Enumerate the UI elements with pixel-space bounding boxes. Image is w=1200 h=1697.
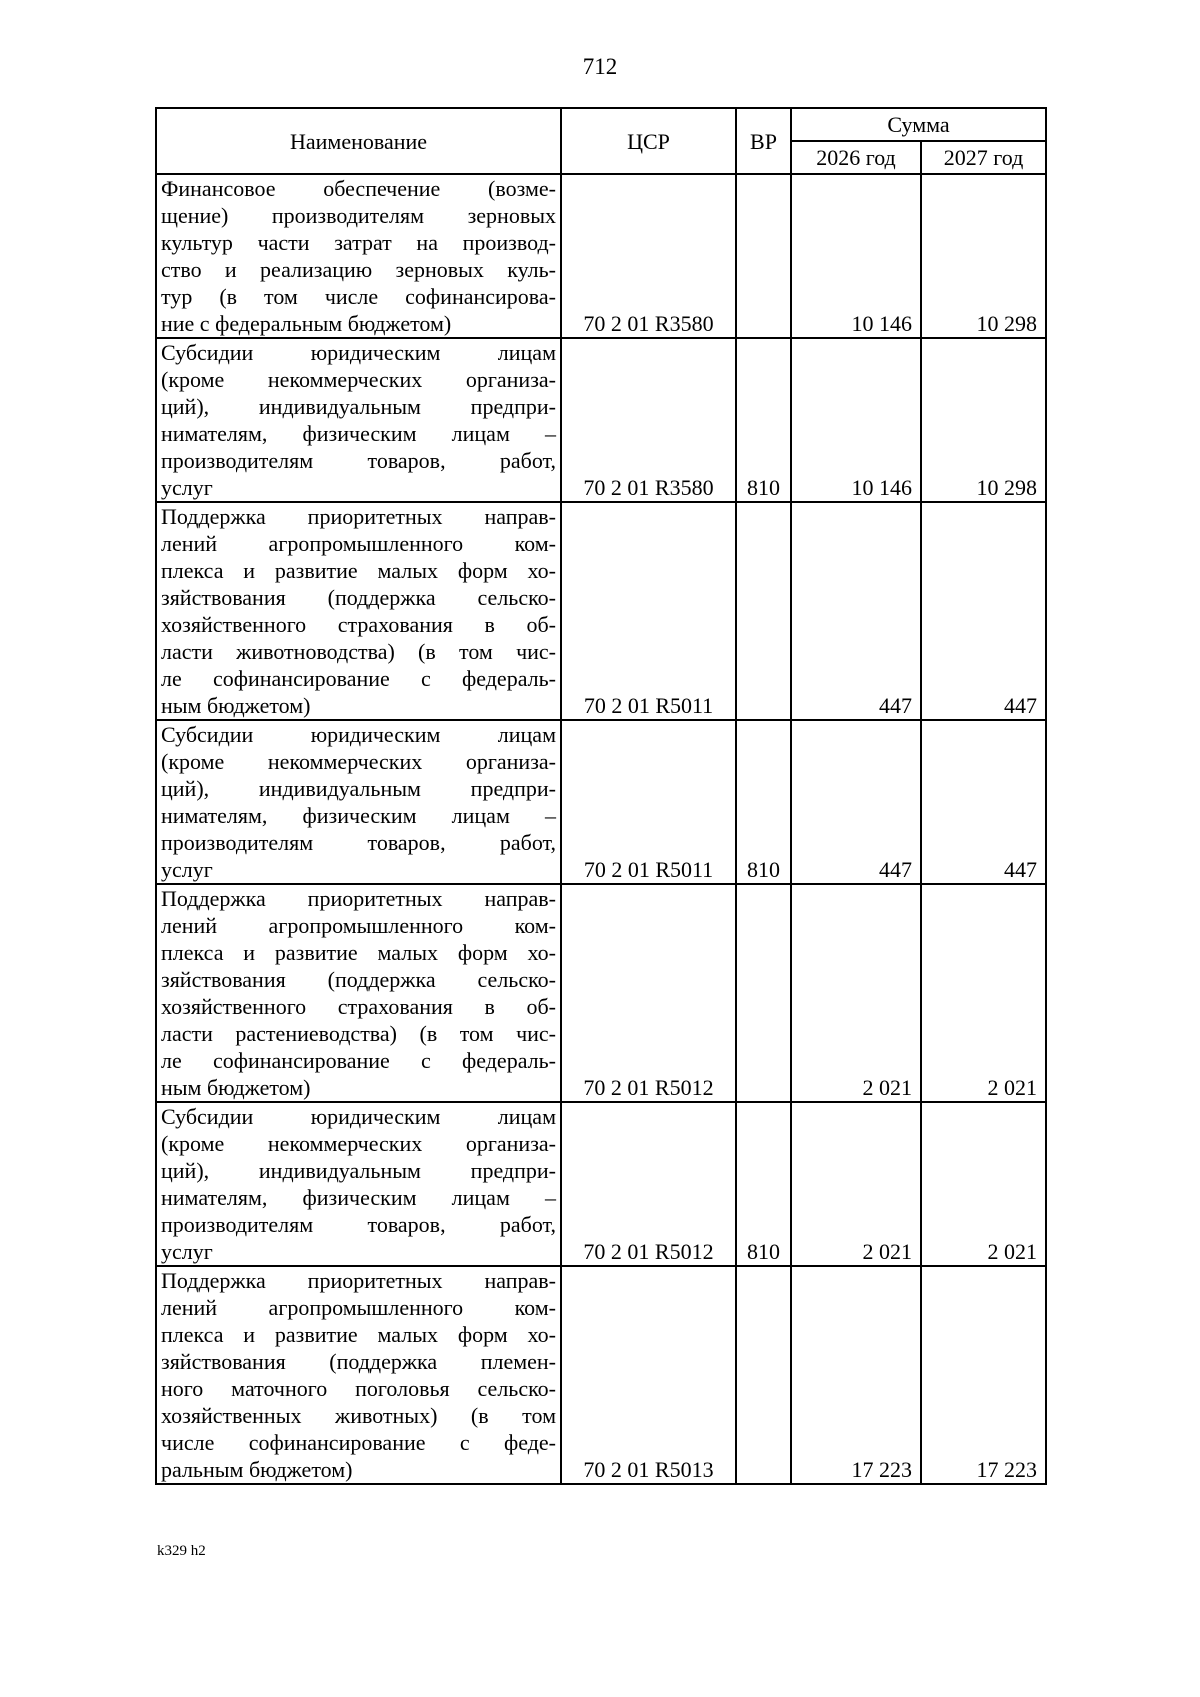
header-name: Наименование	[156, 108, 561, 174]
name-line: ным бюджетом)	[161, 693, 311, 718]
name-line: хозяйственного страхования в об-	[161, 994, 556, 1019]
row-name-cell	[156, 502, 561, 720]
row-name-cell	[156, 174, 561, 338]
name-line: Финансовое обеспечение (возме-	[161, 176, 556, 201]
name-line: (кроме некоммерческих организа-	[161, 367, 556, 392]
name-line: Субсидии юридическим лицам	[161, 722, 556, 747]
name-line: ласти животноводства) (в том чис-	[161, 639, 556, 664]
name-line: производителям товаров, работ,	[161, 830, 556, 855]
row-name-cell	[156, 720, 561, 884]
table-row	[156, 720, 1046, 884]
name-line: лений агропромышленного ком-	[161, 913, 556, 938]
row-2027-cell: 10 298	[921, 338, 1046, 502]
name-line: ций), индивидуальным предпри-	[161, 776, 556, 801]
footer-note: k329 h2	[157, 1543, 206, 1559]
row-2026-cell: 447	[791, 502, 921, 720]
row-name-cell	[156, 1102, 561, 1266]
row-vr-cell	[736, 1266, 791, 1484]
table-row	[156, 1102, 1046, 1266]
row-2027-cell: 447	[921, 720, 1046, 884]
row-vr-cell	[736, 174, 791, 338]
name-line: плекса и развитие малых форм хо-	[161, 940, 556, 965]
name-line: ле софинансирование с федераль-	[161, 1048, 556, 1073]
row-2026-cell: 2 021	[791, 1102, 921, 1266]
name-line: плекса и развитие малых форм хо-	[161, 1322, 556, 1347]
row-csr-cell: 70 2 01 R3580	[561, 174, 736, 338]
row-csr-cell: 70 2 01 R5011	[561, 720, 736, 884]
row-2027-cell: 447	[921, 502, 1046, 720]
row-2027-cell: 10 298	[921, 174, 1046, 338]
table-row	[156, 338, 1046, 502]
name-line: культур части затрат на производ-	[161, 230, 556, 255]
row-csr-cell: 70 2 01 R5012	[561, 884, 736, 1102]
row-name-cell	[156, 884, 561, 1102]
name-line: ле софинансирование с федераль-	[161, 666, 556, 691]
page-number: 712	[582, 54, 618, 79]
name-line: Поддержка приоритетных направ-	[161, 504, 556, 529]
name-line: производителям товаров, работ,	[161, 448, 556, 473]
table-row	[156, 174, 1046, 338]
row-2026-cell: 447	[791, 720, 921, 884]
row-vr-cell	[736, 884, 791, 1102]
name-line: тур (в том числе софинансирова-	[161, 284, 556, 309]
name-line: зяйствования (поддержка сельско-	[161, 967, 556, 992]
row-csr-cell: 70 2 01 R5011	[561, 502, 736, 720]
table-row	[156, 1266, 1046, 1484]
row-2026-cell: 2 021	[791, 884, 921, 1102]
name-line: ние с федеральным бюджетом)	[161, 311, 452, 336]
header-csr: ЦСР	[561, 108, 736, 174]
name-line: нимателям, физическим лицам –	[161, 421, 556, 446]
row-csr-cell: 70 2 01 R5012	[561, 1102, 736, 1266]
name-line: хозяйственного страхования в об-	[161, 612, 556, 637]
row-2027-cell: 17 223	[921, 1266, 1046, 1484]
name-line: (кроме некоммерческих организа-	[161, 1131, 556, 1156]
row-vr-cell: 810	[736, 338, 791, 502]
name-line: Субсидии юридическим лицам	[161, 1104, 556, 1129]
row-vr-cell: 810	[736, 1102, 791, 1266]
name-line: услуг	[161, 857, 213, 882]
name-line: зяйствования (поддержка сельско-	[161, 585, 556, 610]
name-line: Поддержка приоритетных направ-	[161, 886, 556, 911]
header-vr: ВР	[736, 108, 791, 174]
name-line: зяйствования (поддержка племен-	[161, 1349, 556, 1374]
name-line: Субсидии юридическим лицам	[161, 340, 556, 365]
name-line: ций), индивидуальным предпри-	[161, 1158, 556, 1183]
table-body	[156, 174, 1046, 1484]
header-year-2026: 2026 год	[791, 141, 921, 174]
name-line: ций), индивидуальным предпри-	[161, 394, 556, 419]
name-line: нимателям, физическим лицам –	[161, 803, 556, 828]
name-line: числе софинансирование с феде-	[161, 1430, 556, 1455]
table-header	[156, 108, 1046, 174]
name-line: (кроме некоммерческих организа-	[161, 749, 556, 774]
row-2026-cell: 17 223	[791, 1266, 921, 1484]
row-csr-cell: 70 2 01 R5013	[561, 1266, 736, 1484]
name-line: услуг	[161, 475, 213, 500]
name-line: лений агропромышленного ком-	[161, 1295, 556, 1320]
row-vr-cell: 810	[736, 720, 791, 884]
row-2027-cell: 2 021	[921, 1102, 1046, 1266]
name-line: плекса и развитие малых форм хо-	[161, 558, 556, 583]
row-csr-cell: 70 2 01 R3580	[561, 338, 736, 502]
header-year-2027: 2027 год	[921, 141, 1046, 174]
name-line: нимателям, физическим лицам –	[161, 1185, 556, 1210]
name-line: ство и реализацию зерновых куль-	[161, 257, 556, 282]
row-vr-cell	[736, 502, 791, 720]
name-line: лений агропромышленного ком-	[161, 531, 556, 556]
name-line: услуг	[161, 1239, 213, 1264]
name-line: ласти растениеводства) (в том чис-	[161, 1021, 556, 1046]
name-line: производителям товаров, работ,	[161, 1212, 556, 1237]
table-row	[156, 502, 1046, 720]
header-sum: Сумма	[791, 108, 1046, 141]
name-line: Поддержка приоритетных направ-	[161, 1268, 556, 1293]
row-name-cell	[156, 1266, 561, 1484]
budget-table	[155, 107, 1047, 1485]
name-line: ным бюджетом)	[161, 1075, 311, 1100]
row-2026-cell: 10 146	[791, 338, 921, 502]
name-line: ного маточного поголовья сельско-	[161, 1376, 556, 1401]
name-line: ральным бюджетом)	[161, 1457, 353, 1482]
row-2026-cell: 10 146	[791, 174, 921, 338]
row-name-cell	[156, 338, 561, 502]
table-row	[156, 884, 1046, 1102]
name-line: хозяйственных животных) (в том	[161, 1403, 556, 1428]
name-line: щение) производителям зерновых	[161, 203, 556, 228]
row-2027-cell: 2 021	[921, 884, 1046, 1102]
